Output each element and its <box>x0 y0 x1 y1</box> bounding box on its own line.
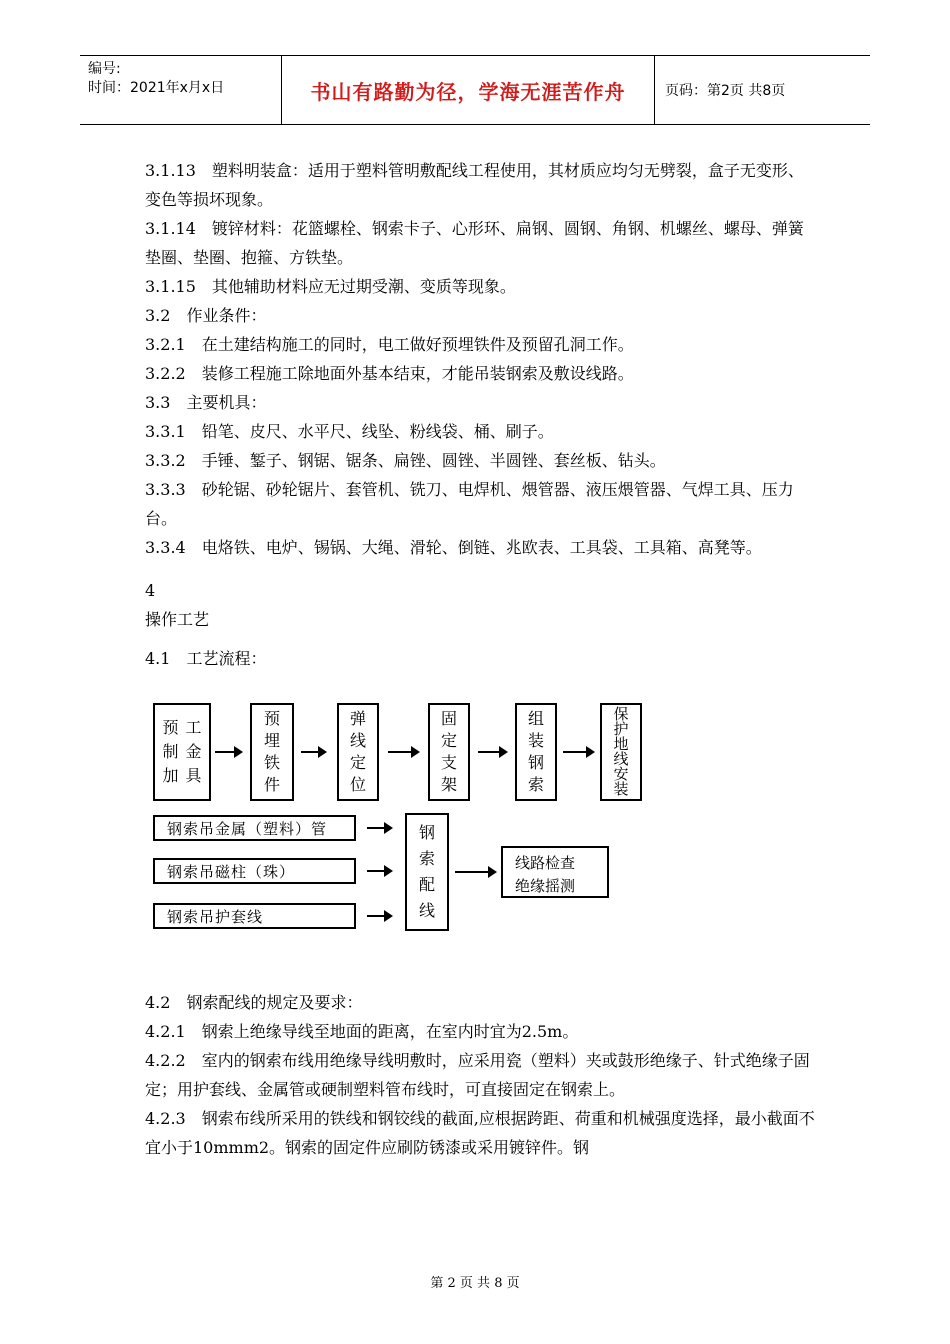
flow-box-bracket <box>428 703 470 801</box>
flow-char: 预 <box>263 709 280 728</box>
paragraph: 3.1.13 塑料明装盒：适用于塑料管明敷配线工程使用，其材质应均匀无劈裂，盒子无变形、变色等损坏现象。 <box>145 161 804 209</box>
flow-arrow <box>367 870 391 872</box>
flow-option-porcelain: 钢索吊磁柱（珠） <box>153 858 356 884</box>
paragraph: 3.2.1 在土建结构施工的同时，电工做好预埋铁件及预留孔洞工作。 <box>145 335 634 354</box>
flow-char: 埋 <box>263 731 280 750</box>
flow-arrow <box>455 871 495 873</box>
flow-box-embed-text <box>252 705 292 799</box>
flow-char: 线 <box>418 901 435 920</box>
paragraph: 3.3.1 铅笔、皮尺、水平尺、线坠、粉线袋、桶、刷子。 <box>145 422 554 441</box>
section-number: 4 <box>145 581 156 600</box>
flow-char: 装 <box>613 780 629 798</box>
header-meta <box>80 56 282 124</box>
flow-char: 安 <box>613 765 629 783</box>
flow-box-embed <box>250 703 294 801</box>
paragraph: 3.3.2 手锤、錾子、钢锯、锯条、扁锉、圆锉、半圆锉、套丝板、钻头。 <box>145 451 666 470</box>
paragraph: 4.2.3 钢索布线所采用的铁线和钢铰线的截面,应根据跨距、荷重和机械强度选择，最小截面不宜小于10mmm2。钢索的固定件应刷防锈漆或采用镀锌件。钢 <box>145 1109 815 1157</box>
flow-box-prefab-col1 <box>162 716 178 788</box>
flow-box-mark <box>337 703 379 801</box>
flow-char: 件 <box>263 775 280 794</box>
header-motto: 书山有路勤为径，学海无涯苦作舟 <box>282 56 655 124</box>
flow-char: 索 <box>527 775 544 794</box>
flow-box-wiring-text <box>407 815 447 929</box>
flow-arrow <box>367 827 391 829</box>
flow-char: 护 <box>613 720 629 738</box>
flow-box-wiring <box>405 813 449 931</box>
flow-char: 固 <box>440 709 457 728</box>
header-page-info: 页码：第2页 共8页 <box>665 83 786 99</box>
flow-char: 铁 <box>263 753 280 772</box>
flow-box-prefab-col2 <box>185 716 201 788</box>
flow-char: 钢 <box>418 823 435 842</box>
paragraph: 4.2.1 钢索上绝缘导线至地面的距离，在室内时宜为2.5m。 <box>145 1022 579 1041</box>
flow-arrow <box>478 751 506 753</box>
paragraph: 3.1.14 镀锌材料：花篮螺栓、钢索卡子、心形环、扁钢、圆钢、角钢、机螺丝、螺母、弹簧垫圈、垫圈、抱箍、方铁垫。 <box>145 219 804 267</box>
flow-arrow <box>367 915 391 917</box>
flow-char: 位 <box>349 775 366 794</box>
document-body <box>145 156 815 673</box>
flow-option-metal-pipe: 钢索吊金属（塑料）管 <box>153 815 356 841</box>
paragraph: 4.2 钢索配线的规定及要求： <box>145 993 363 1012</box>
flow-char: 弹 <box>349 709 366 728</box>
flow-char: 架 <box>440 775 457 794</box>
flow-char: 装 <box>527 731 544 750</box>
flow-arrow <box>301 751 325 753</box>
flow-char: 地 <box>613 735 629 753</box>
flow-box-cable <box>515 703 557 801</box>
header-table <box>80 55 870 125</box>
flow-arrow <box>563 751 593 753</box>
process-flow-diagram <box>145 698 665 938</box>
flow-box-inspection: 线路检查 绝缘摇测 <box>501 846 609 898</box>
flow-box-mark-text <box>339 705 377 799</box>
flow-char: 预 <box>162 718 179 737</box>
paragraph: 3.3 主要机具： <box>145 393 267 412</box>
flow-char: 线 <box>349 731 366 750</box>
flow-char: 制 <box>162 742 179 761</box>
flow-box-cable-text <box>517 705 555 799</box>
flow-char: 钢 <box>527 753 544 772</box>
paragraph: 3.2 作业条件： <box>145 306 267 325</box>
document-number-label: 编号: <box>88 61 121 77</box>
flow-box-ground <box>600 703 642 801</box>
flow-char: 定 <box>349 753 366 772</box>
flow-arrow <box>388 751 418 753</box>
flow-arrow <box>215 751 241 753</box>
flow-char: 具 <box>185 766 202 785</box>
document-body-continued <box>145 988 815 1162</box>
flow-char: 支 <box>440 753 457 772</box>
flow-char: 索 <box>418 849 435 868</box>
section-title: 操作工艺 <box>145 610 210 629</box>
flow-option-sheathed-wire: 钢索吊护套线 <box>153 903 356 929</box>
paragraph: 4.2.2 室内的钢索布线用绝缘导线明敷时，应采用瓷（塑料）夹或鼓形绝缘子、针式绝缘子固定；用护套线、金属管或硬制塑料管布线时，可直接固定在钢索上。 <box>145 1051 810 1099</box>
paragraph: 3.3.3 砂轮锯、砂轮锯片、套管机、铣刀、电焊机、煨管器、液压煨管器、气焊工具、压力台。 <box>145 480 794 528</box>
flow-char: 配 <box>418 875 435 894</box>
flow-label: 4.1 工艺流程： <box>145 649 267 668</box>
flow-char: 线 <box>613 750 629 768</box>
paragraph: 3.3.4 电烙铁、电炉、锡锅、大绳、滑轮、倒链、兆欧表、工具袋、工具箱、高凳等。 <box>145 538 762 557</box>
flow-char: 工 <box>185 718 202 737</box>
document-date: 时间：2021年x月x日 <box>88 80 225 96</box>
flow-box-bracket-text <box>430 705 468 799</box>
flow-box-prefab <box>153 703 211 801</box>
page-footer: 第 2 页 共 8 页 <box>430 1276 520 1291</box>
flow-char: 金 <box>185 742 202 761</box>
flow-char: 组 <box>527 709 544 728</box>
flow-char: 加 <box>162 766 179 785</box>
flow-char: 保 <box>613 705 629 723</box>
flow-char: 定 <box>440 731 457 750</box>
paragraph: 3.2.2 装修工程施工除地面外基本结束，才能吊装钢索及敷设线路。 <box>145 364 634 383</box>
flow-box-ground-text <box>602 705 640 799</box>
paragraph: 3.1.15 其他辅助材料应无过期受潮、变质等现象。 <box>145 277 516 296</box>
